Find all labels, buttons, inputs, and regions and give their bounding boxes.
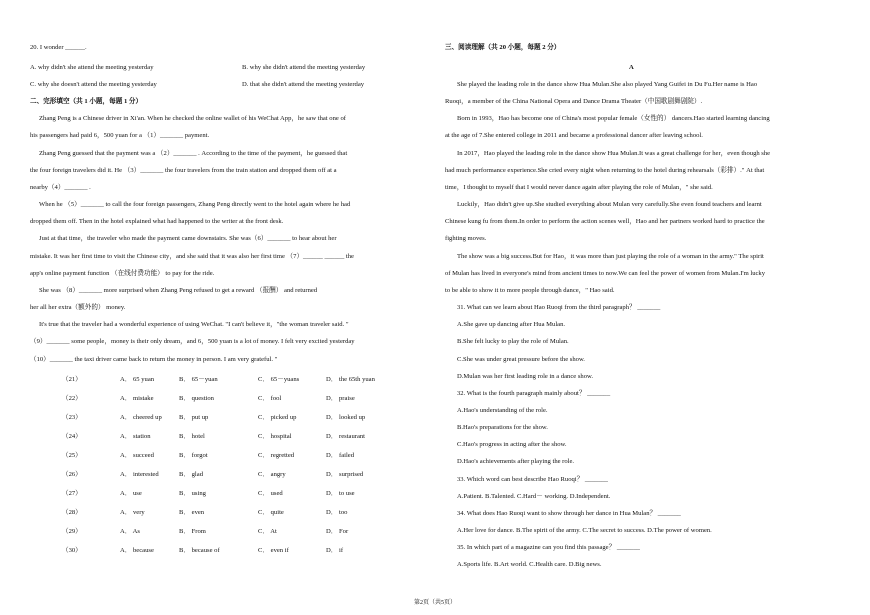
item-number: （30）	[62, 547, 82, 554]
item-number: （25）	[62, 452, 82, 459]
option-c: C． angry	[258, 471, 286, 478]
cloze-line: When he （5）_______ to call the four foreign passengers, Zhang Peng directly went to the hotel again where he had	[39, 201, 351, 208]
option-c: C． even if	[258, 547, 289, 554]
option-a: A． 65 yuan	[120, 376, 155, 383]
reading-line: had much performance experience.She cried every night when returning to the hotel during rehearsals（彩排）." At that	[445, 167, 765, 174]
reading-line: time，I thought to myself that I would never dance again after playing the role of Mulan，" she said.	[445, 184, 713, 191]
option-b: B． glad	[179, 471, 203, 478]
option-row-25	[30, 449, 430, 457]
cloze-line: app's online payment function （在线付费功能） to pay for the ride.	[30, 270, 215, 277]
page-number: 第2页（共5页）	[413, 600, 456, 606]
q31-option-d: D.Mulan was her first leading role in a dance show.	[457, 373, 593, 380]
item-number: （22）	[62, 395, 82, 402]
option-a: A． because	[120, 547, 154, 554]
option-c: C． regretted	[258, 452, 295, 459]
option-row-30	[30, 544, 430, 552]
cloze-line: her all her extra（额外的） money.	[30, 304, 126, 311]
question-31: 31. What can we learn about Hao Ruoqi from the third paragraph？ _______	[457, 304, 661, 311]
cloze-line: nearby（4）_______ .	[30, 184, 91, 191]
option-d: D． if	[326, 547, 344, 554]
reading-line: Chinese kung fu from them.In order to perform the action scenes well，Hao and her partners worked hard to practice the	[445, 218, 765, 225]
option-row-24	[30, 430, 430, 438]
q32-option-a: A.Hao's understanding of the role.	[457, 407, 548, 414]
option-d: D． praise	[326, 395, 355, 402]
q32-option-d: D.Hao's achievements after playing the role.	[457, 458, 575, 465]
option-b: B． using	[179, 490, 206, 497]
option-row-22	[30, 392, 430, 400]
cloze-line: She was （8）_______ more surprised when Zhang Peng refused to get a reward （报酬） and returned	[39, 287, 318, 294]
option-row-23	[30, 411, 430, 419]
q31-option-b: B.She felt lucky to play the role of Mulan.	[457, 338, 569, 345]
reading-line: at the age of 7.She entered college in 2011 and became a professional dancer after leaving school.	[445, 132, 703, 139]
q20-option-b: B. why she didn't attend the meeting yesterday	[242, 64, 366, 71]
cloze-line: the four foreign travelers did it. He （3）_______ the four travelers from the train station and dropped them off at a	[30, 167, 337, 174]
question-20: 20. I wonder ______.	[30, 44, 87, 51]
cloze-line: It's true that the traveler had a wonderful experience of using WeChat. "I can't believe it，"the woman traveler said. "	[39, 321, 349, 328]
item-number: （26）	[62, 471, 82, 478]
q20-option-d: D. that she didn't attend the meeting yesterday	[242, 81, 365, 88]
option-b: B． hotel	[179, 433, 205, 440]
option-row-29	[30, 525, 430, 533]
section-2-title: 二、完形填空（共 1 小题，每题 1 分）	[30, 98, 143, 105]
option-d: D． too	[326, 509, 348, 516]
option-row-21	[30, 373, 430, 381]
option-d: D． to use	[326, 490, 355, 497]
q31-option-a: A.She gave up dancing after Hua Mulan.	[457, 321, 566, 328]
option-c: C． fool	[258, 395, 282, 402]
option-c: C． picked up	[258, 414, 297, 421]
reading-line: fighting moves.	[445, 235, 487, 242]
item-number: （21）	[62, 376, 82, 383]
cloze-line: dropped them off. Then in the hotel explained what had happened to the writer at the front desk.	[30, 218, 284, 225]
section-3-title: 三、阅读理解（共 20 小题，每题 2 分）	[445, 44, 561, 51]
option-b: B． forgot	[179, 452, 208, 459]
cloze-line: （10）_______ the taxi driver came back to return the money in person. I am very grateful. "	[30, 356, 278, 363]
question-34: 34. What does Hao Ruoqi want to show through her dance in Hua Mulan？ _______	[457, 510, 681, 517]
item-number: （23）	[62, 414, 82, 421]
cloze-line: his passengers had paid 6，500 yuan for a （1）_______ payment.	[30, 132, 210, 139]
reading-line: Born in 1993，Hao has become one of China's most popular female（女性的） dancers.Hao started learning dancing	[457, 115, 770, 122]
cloze-line: mistake. It was her first time to visit the Chinese city，and she said that it was also her first time （7）______ ______ the	[30, 253, 354, 260]
reading-line: of Mulan has lived in everyone's mind from ancient times to now.We can feel the power of women from Mulan.I'm lucky	[445, 270, 766, 277]
cloze-line: Zhang Peng guessed that the payment was a （2）_______ . According to the time of the payment，he guessed that	[39, 150, 348, 157]
reading-line: Luckily，Hao didn't give up.She studied everything about Mulan very carefully.She even found teachers and learnt	[457, 201, 762, 208]
option-b: B． 65－yuan	[179, 376, 218, 383]
option-c: C． hospital	[258, 433, 292, 440]
q32-option-b: B.Hao's preparations for the show.	[457, 424, 548, 431]
option-d: D． failed	[326, 452, 355, 459]
option-d: D． surprised	[326, 471, 364, 478]
option-b: B． From	[179, 528, 206, 535]
item-number: （29）	[62, 528, 82, 535]
option-c: C． 65－yuans	[258, 376, 300, 383]
option-d: D． looked up	[326, 414, 366, 421]
option-b: B． even	[179, 509, 205, 516]
question-32: 32. What is the fourth paragraph mainly about？ _______	[457, 390, 611, 397]
option-a: A． very	[120, 509, 145, 516]
q32-option-c: C.Hao's progress in acting after the show.	[457, 441, 567, 448]
reading-line: She played the leading role in the dance show Hua Mulan.She also played Yang Guifei in Du Fu.Her name is Hao	[457, 81, 758, 88]
option-row-26	[30, 468, 430, 476]
question-33: 33. Which word can best describe Hao Ruoqi？ _______	[457, 476, 608, 483]
reading-line: In 2017，Hao played the leading role in the dance show Hua Mulan.It was a great challenge for her，even though she	[457, 150, 771, 157]
cloze-line: （9）_______ some people，money is their only dream，and 6，500 yuan is a lot of money. I felt very excited yesterday	[30, 338, 355, 345]
option-a: A． As	[120, 528, 140, 535]
item-number: （27）	[62, 490, 82, 497]
option-c: C． used	[258, 490, 283, 497]
option-b: B． because of	[179, 547, 220, 554]
reading-line: The show was a big success.But for Hao，it was more than just playing the role of a woman in the army." The spirit	[457, 253, 764, 260]
option-a: A． cheered up	[120, 414, 162, 421]
option-d: D． For	[326, 528, 349, 535]
cloze-line: Just at that time，the traveler who made the payment came downstairs. She was（6）_______ to hear about her	[39, 235, 337, 242]
option-a: A． mistake	[120, 395, 154, 402]
reading-line: to be able to show it to more people through dance，" Hao said.	[445, 287, 615, 294]
option-b: B． put up	[179, 414, 209, 421]
reading-line: Ruoqi，a member of the China National Opera and Dance Drama Theater（中国歌剧舞剧院）.	[445, 98, 703, 105]
option-row-28	[30, 506, 430, 514]
option-row-27	[30, 487, 430, 495]
q35-options: A.Sports life. B.Art world. C.Health care. D.Big news.	[457, 561, 602, 568]
q34-options: A.Her love for dance. B.The spirit of the army. C.The secret to success. D.The power of women.	[457, 527, 712, 534]
question-35: 35. In which part of a magazine can you find this passage？ _______	[457, 544, 640, 551]
option-a: A． use	[120, 490, 142, 497]
passage-label: A	[629, 64, 634, 71]
option-c: C． quite	[258, 509, 284, 516]
q20-option-c: C. why she doesn't attend the meeting yesterday	[30, 81, 157, 88]
q31-option-c: C.She was under great pressure before the show.	[457, 356, 585, 363]
option-b: B． question	[179, 395, 214, 402]
q33-options: A.Patient. B.Talented. C.Hard－ working. D.Independent.	[457, 493, 611, 500]
option-c: C． At	[258, 528, 277, 535]
option-a: A． interested	[120, 471, 159, 478]
q20-option-a: A. why didn't she attend the meeting yesterday	[30, 64, 154, 71]
item-number: （24）	[62, 433, 82, 440]
option-d: D． restaurant	[326, 433, 365, 440]
option-d: D． the 65th yuan	[326, 376, 375, 383]
option-a: A． succeed	[120, 452, 154, 459]
item-number: （28）	[62, 509, 82, 516]
option-a: A． station	[120, 433, 151, 440]
cloze-line: Zhang Peng is a Chinese driver in Xi'an. When he checked the online wallet of his WeChat App，he saw that one of	[39, 115, 346, 122]
